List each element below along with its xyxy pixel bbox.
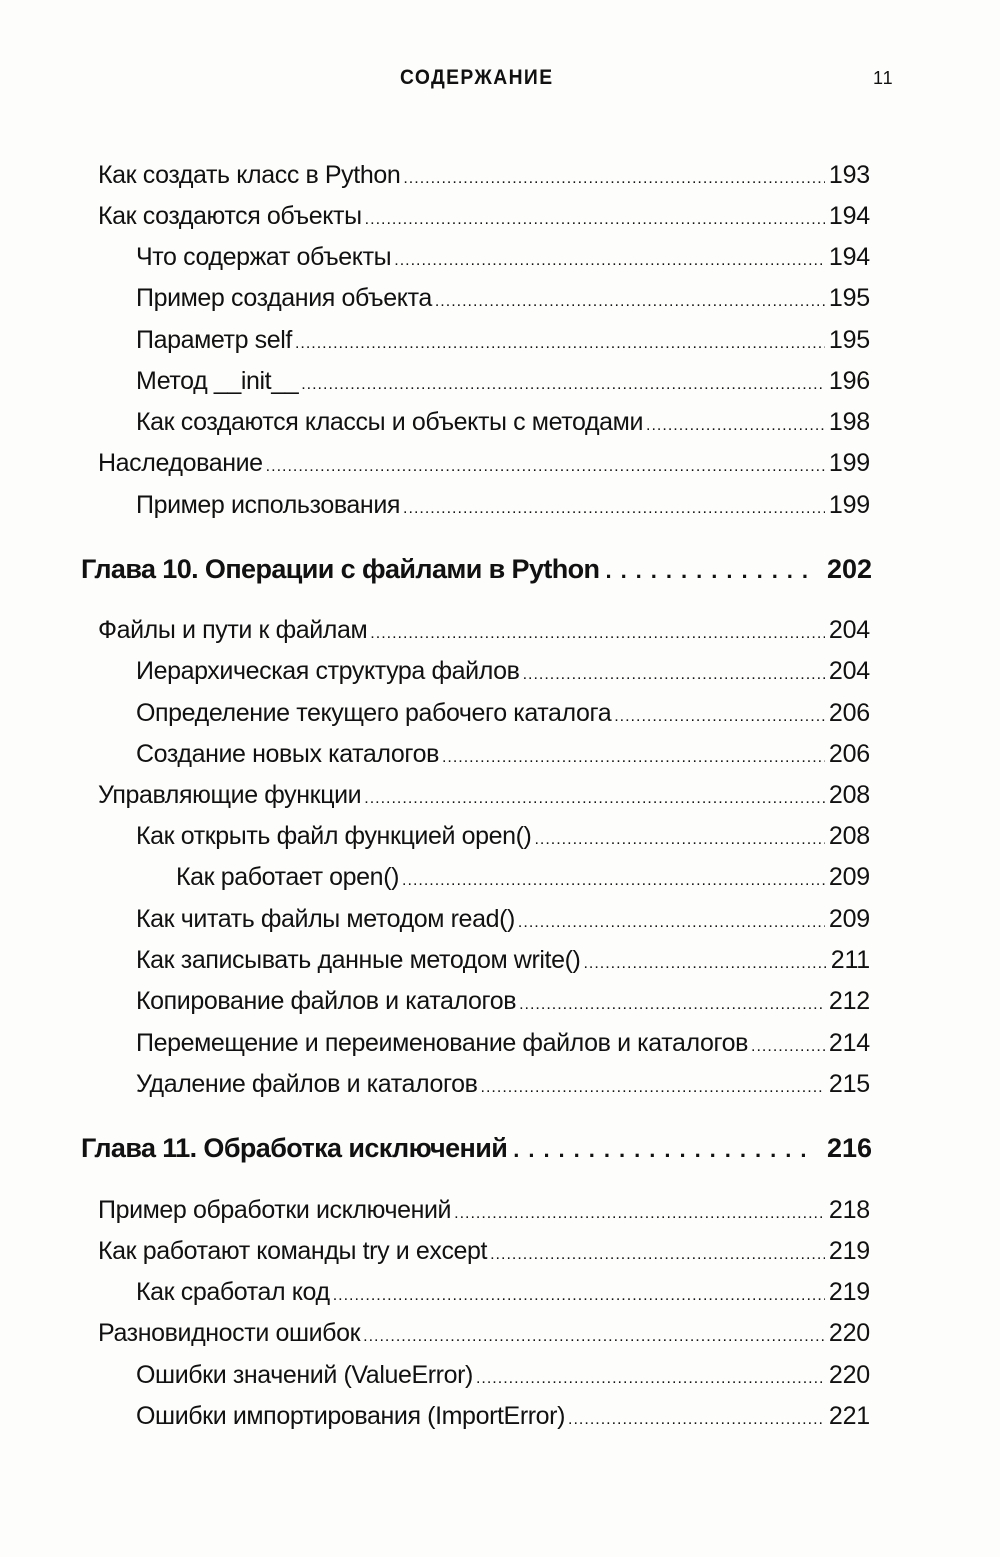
toc-entry-page: 211 bbox=[830, 946, 870, 974]
dot-leader bbox=[403, 492, 825, 526]
toc-entry bbox=[136, 1358, 870, 1396]
toc-entry-page: 212 bbox=[828, 987, 870, 1015]
dot-leader bbox=[402, 864, 825, 898]
toc-entry-title: Как сработал код bbox=[136, 1278, 330, 1306]
dot-leader bbox=[518, 906, 825, 940]
toc-entry-page: 193 bbox=[828, 161, 870, 189]
dot-leader bbox=[519, 988, 825, 1022]
toc-entry-title: Метод __init__ bbox=[136, 367, 299, 395]
toc-entry-title: Разновидности ошибок bbox=[98, 1319, 361, 1347]
toc-entry-title: Как открыть файл функцией open() bbox=[136, 822, 532, 850]
dot-leader bbox=[605, 553, 816, 589]
toc-entry bbox=[136, 1067, 870, 1105]
dot-leader bbox=[454, 1197, 825, 1231]
dot-leader bbox=[523, 658, 825, 692]
toc-entry bbox=[98, 1193, 870, 1231]
dot-leader bbox=[435, 285, 825, 319]
dot-leader bbox=[583, 947, 826, 981]
toc-entry-title: Копирование файлов и каталогов bbox=[136, 987, 517, 1015]
toc-entry-page: 194 bbox=[828, 202, 870, 230]
dot-leader bbox=[490, 1238, 825, 1272]
toc-entry bbox=[176, 860, 870, 898]
toc-entry-page: 208 bbox=[828, 781, 870, 809]
toc-entry bbox=[98, 1316, 870, 1354]
toc-entry-title: Что содержат объекты bbox=[136, 243, 392, 271]
toc-entry-page: 206 bbox=[828, 740, 870, 768]
toc-entry-title: Как создать класс в Python bbox=[98, 161, 401, 189]
toc-entry bbox=[136, 488, 870, 526]
toc-entry-page: 220 bbox=[828, 1319, 870, 1347]
toc-entry bbox=[98, 613, 870, 651]
dot-leader bbox=[442, 741, 825, 775]
toc-entry-title: Пример использования bbox=[136, 491, 401, 519]
toc-entry-title: Удаление файлов и каталогов bbox=[136, 1070, 478, 1098]
toc-entry-page: 215 bbox=[828, 1070, 870, 1098]
toc-entry-title: Как создаются классы и объекты с методами bbox=[136, 408, 644, 436]
toc-entry bbox=[136, 654, 870, 692]
dot-leader bbox=[370, 617, 825, 651]
chapter-page: 216 bbox=[826, 1133, 872, 1163]
dot-leader bbox=[513, 1132, 817, 1168]
dot-leader bbox=[568, 1403, 825, 1437]
toc-entry-page: 194 bbox=[828, 243, 870, 271]
toc-entry bbox=[136, 984, 870, 1022]
dot-leader bbox=[363, 1320, 825, 1354]
toc-entry-title: Пример обработки исключений bbox=[98, 1196, 452, 1224]
toc-entry-page: 219 bbox=[828, 1278, 870, 1306]
chapter-page: 202 bbox=[826, 554, 872, 584]
dot-leader bbox=[333, 1279, 825, 1313]
toc-entry-title: Определение текущего рабочего каталога bbox=[136, 699, 612, 727]
toc-entry-page: 208 bbox=[828, 822, 870, 850]
dot-leader bbox=[301, 368, 825, 402]
toc-entry bbox=[136, 1026, 870, 1064]
toc-entry-title: Параметр self bbox=[136, 326, 292, 354]
toc-entry bbox=[136, 405, 870, 443]
dot-leader bbox=[614, 700, 825, 734]
toc-entry-page: 204 bbox=[828, 616, 870, 644]
toc-entry-page: 195 bbox=[828, 284, 870, 312]
page-number: 11 bbox=[873, 68, 894, 88]
toc-entry-page: 218 bbox=[828, 1196, 870, 1224]
toc-entry-page: 204 bbox=[828, 657, 870, 685]
toc-entry-page: 196 bbox=[828, 367, 870, 395]
dot-leader bbox=[266, 450, 825, 484]
dot-leader bbox=[751, 1030, 825, 1064]
toc-entry bbox=[136, 364, 870, 402]
toc-entry-page: 198 bbox=[828, 408, 870, 436]
toc-entry-page: 206 bbox=[828, 699, 870, 727]
toc-entry-title: Как записывать данные методом write() bbox=[136, 946, 581, 974]
dot-leader bbox=[295, 327, 825, 361]
dot-leader bbox=[365, 203, 825, 237]
toc-entry bbox=[136, 902, 870, 940]
toc-entry-page: 220 bbox=[828, 1361, 870, 1389]
toc-entry-title: Иерархическая структура файлов bbox=[136, 657, 520, 685]
toc-entry bbox=[136, 1275, 870, 1313]
toc-entry bbox=[98, 778, 870, 816]
dot-leader bbox=[403, 162, 825, 196]
dot-leader bbox=[534, 823, 824, 857]
dot-leader bbox=[476, 1362, 825, 1396]
toc-entry bbox=[136, 819, 870, 857]
toc-entry-title: Создание новых каталогов bbox=[136, 740, 439, 768]
toc-entry bbox=[136, 943, 870, 981]
toc-entry-page: 199 bbox=[828, 449, 870, 477]
toc-entry bbox=[98, 1234, 870, 1272]
toc-entry-title: Пример создания объекта bbox=[136, 284, 432, 312]
toc-entry bbox=[136, 281, 870, 319]
dot-leader bbox=[646, 409, 825, 443]
toc-entry-page: 221 bbox=[828, 1402, 870, 1430]
chapter-title: Глава 11. Обработка исключений bbox=[81, 1133, 508, 1163]
toc-entry bbox=[98, 446, 870, 484]
toc-entry-title: Как работает open() bbox=[176, 863, 400, 891]
toc-entry-page: 195 bbox=[828, 326, 870, 354]
running-head: СОДЕРЖАНИЕ bbox=[400, 66, 554, 89]
toc-entry-title: Ошибки импортирования (ImportError) bbox=[136, 1402, 566, 1430]
chapter-title: Глава 10. Операции с файлами в Python bbox=[81, 554, 600, 584]
toc-entry bbox=[136, 1399, 870, 1437]
toc-entry-title: Наследование bbox=[98, 449, 263, 477]
toc-entry bbox=[136, 696, 870, 734]
toc-entry bbox=[136, 737, 870, 775]
toc-entry-title: Как работают команды try и except bbox=[98, 1237, 488, 1265]
toc-entry-page: 219 bbox=[828, 1237, 870, 1265]
dot-leader bbox=[364, 782, 825, 816]
toc-entry-title: Файлы и пути к файлам bbox=[98, 616, 368, 644]
toc-entry bbox=[98, 158, 870, 196]
toc-entry bbox=[136, 240, 870, 278]
toc-entry-title: Управляющие функции bbox=[98, 781, 362, 809]
toc-entry bbox=[98, 199, 870, 237]
toc-entry-page: 214 bbox=[828, 1029, 870, 1057]
toc-chapter-heading bbox=[81, 1130, 872, 1168]
toc-entry-page: 199 bbox=[828, 491, 870, 519]
toc-entry-page: 209 bbox=[828, 863, 870, 891]
dot-leader bbox=[481, 1071, 825, 1105]
toc-entry bbox=[136, 323, 870, 361]
toc-entry-title: Перемещение и переименование файлов и каталогов bbox=[136, 1029, 749, 1057]
toc-entry-page: 209 bbox=[828, 905, 870, 933]
dot-leader bbox=[394, 244, 825, 278]
toc-chapter-heading bbox=[81, 551, 872, 589]
toc-entry-title: Как читать файлы методом read() bbox=[136, 905, 515, 933]
toc-entry-title: Ошибки значений (ValueError) bbox=[136, 1361, 473, 1389]
toc-entry-title: Как создаются объекты bbox=[98, 202, 362, 230]
